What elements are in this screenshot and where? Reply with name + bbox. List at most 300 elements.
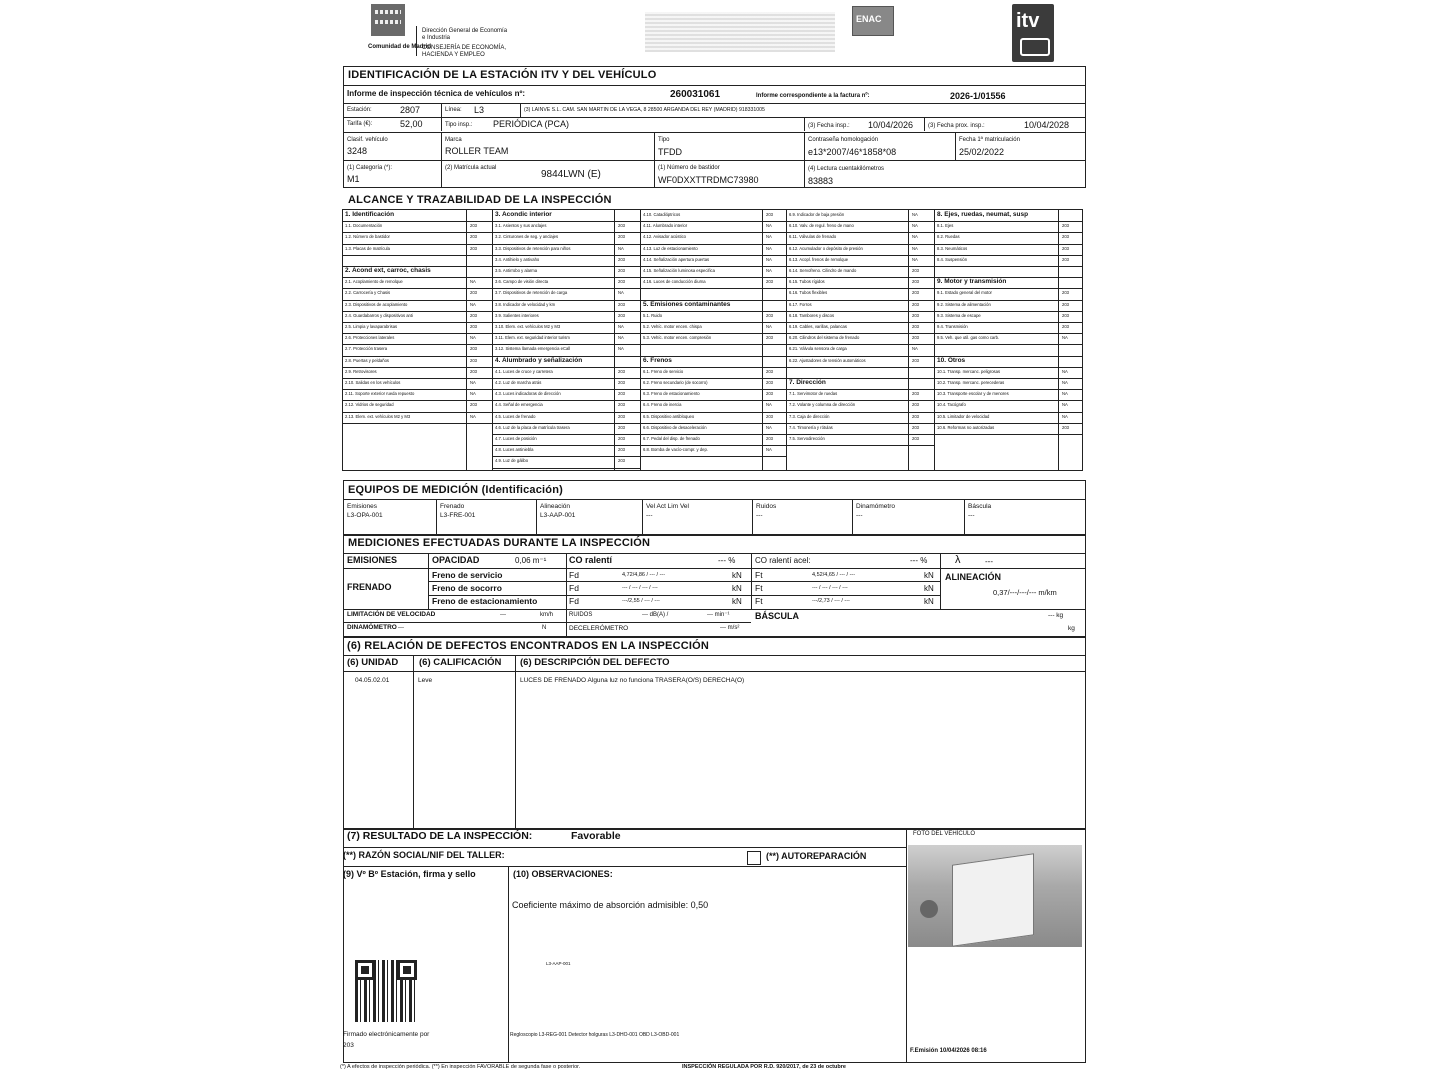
checklist-item-label: 4.14. Señalización apertura puertas (643, 256, 710, 262)
checklist-item-value: 203 (766, 212, 773, 217)
estacion-value: 2807 (400, 105, 421, 115)
checklist-item-label: 10.3. Transporte escolar y de menores (937, 391, 1009, 397)
tipo-insp-value: PERIÓDICA (PCA) (493, 119, 570, 129)
checklist-row-line (492, 266, 640, 267)
checklist-item-value: 203 (1062, 223, 1069, 229)
alineacion-label: ALINEACIÓN (945, 572, 1001, 582)
checklist-item-value: NA (912, 234, 918, 240)
equipo-value: --- (646, 512, 653, 519)
categoria-label: (1) Categoría (*): (347, 165, 393, 171)
checklist-item-value: 203 (912, 312, 919, 318)
checklist-item-value: 203 (618, 436, 625, 441)
checklist-value-divider (762, 209, 763, 471)
checklist-item-label: 4.6. Luz de la placa de matrícula trasera (495, 424, 570, 430)
opacidad-value: 0,06 m⁻¹ (515, 556, 547, 565)
checklist-row-line (786, 288, 934, 289)
checklist-row-line (640, 221, 786, 222)
checklist-row-line (492, 244, 640, 245)
defect-desc: LUCES DE FRENADO Alguna luz no funciona TRASERA(O/S) DERECHA(O) (520, 677, 745, 684)
equipos-divider (852, 499, 853, 535)
vehicle-photo (908, 845, 1082, 947)
checklist-row-line (492, 300, 640, 301)
equipo-value: --- (856, 512, 863, 519)
checklist-item-label: 5.2. Vehíc. motor encen. chispa (643, 324, 702, 329)
bastidor-label: (1) Número de bastidor (658, 165, 720, 171)
checklist-item-label: 3.5. Antirrobo y alarma (495, 268, 538, 273)
checklist-item-label: 2.4. Guardabarros y dispositivos anti (345, 312, 413, 318)
checklist-item-value: 203 (618, 256, 625, 262)
checklist-item-label: 4.10. Catadióptricos (643, 212, 681, 217)
checklist-section-heading: 10. Otros (937, 356, 966, 364)
clasif-value: 3248 (347, 146, 368, 156)
checklist-row-line (640, 322, 786, 323)
checklist-row-line (342, 288, 492, 289)
community-logo (366, 4, 412, 40)
checklist-item-value: NA (766, 256, 772, 262)
checklist-item-value: NA (470, 413, 476, 419)
checklist-item-value: NA (912, 212, 918, 217)
checklist-row-line (492, 333, 640, 334)
checklist-item-value: NA (470, 380, 476, 385)
autorep-label: (**) AUTOREPARACIÓN (766, 851, 867, 861)
lambda-value: --- (985, 557, 993, 566)
kn-ft-3: kN (924, 597, 934, 606)
checklist-row-line (934, 378, 1083, 379)
checklist-item-value: 203 (618, 380, 625, 385)
enac-logo (852, 6, 894, 36)
checklist-item-label: 3.9. Salientes interiores (495, 312, 539, 318)
co-ralenti-value: --- % (718, 556, 736, 565)
checklist-item-label: 2.1. Acoplamiento de remolque (345, 279, 403, 285)
checklist-item-label: 6.3. Freno de estacionamiento (643, 391, 700, 397)
checklist-item-value: 203 (470, 290, 477, 296)
clasif-label: Clasif. vehículo (347, 137, 388, 143)
checklist-row-line (934, 266, 1083, 267)
checklist-value-divider (1058, 209, 1059, 471)
checklist-item-value: 203 (1062, 234, 1069, 240)
kn-fd-3: kN (732, 597, 742, 606)
checklist-item-value: 203 (912, 402, 919, 408)
checklist-row-line (934, 311, 1083, 312)
checklist-row-line (342, 232, 492, 233)
equipos-divider (752, 499, 753, 535)
checklist-item-label: 6.14. Servofreno. Cilindro de mando (789, 268, 857, 273)
obs-sign-mark: L3-AAP-001 (546, 961, 571, 966)
checklist-item-label: 2.13. Elem. ext. vehículos M2 y M3 (345, 413, 411, 419)
equipo-label: Ruidos (756, 503, 777, 510)
checklist-row-line (934, 244, 1083, 245)
checklist-row-line (934, 423, 1083, 424)
tipo-value: TFDD (658, 147, 682, 157)
checklist-item-value: 203 (618, 301, 625, 307)
checklist-section-heading: 1. Identificación (345, 211, 395, 218)
checklist-item-label: 4.13. Luz de estacionamiento (643, 245, 698, 251)
checklist-row-line (786, 277, 934, 278)
col-calif: (6) CALIFICACIÓN (419, 657, 502, 668)
checklist-item-value: 203 (1062, 312, 1069, 318)
checklist-item-label: 4.1. Luces de cruce y carretera (495, 368, 553, 374)
checklist-item-value: NA (1062, 335, 1068, 341)
checklist-item-value: 203 (766, 380, 773, 385)
checklist-item-value: NA (912, 223, 918, 229)
checklist-item-label: 6.15. Tubos rígidos (789, 279, 825, 285)
kn-fd-2: kN (732, 584, 742, 593)
checklist-row-line (786, 232, 934, 233)
checklist-value-divider (908, 209, 909, 471)
checklist-item-label: 4.7. Luces de posición (495, 436, 537, 441)
checklist-item-value: 203 (470, 223, 477, 229)
fd-value-3: ---/2,55 / --- / --- (622, 598, 660, 604)
checklist-item-label: 6.13. Acopl. frenos de remolque (789, 256, 849, 262)
ft-value-2: --- / --- / --- / --- (812, 585, 848, 591)
equipos-divider (964, 499, 965, 535)
checklist-item-label: 10.4. Tacógrafo (937, 402, 966, 408)
linea-value: L3 (474, 105, 485, 115)
checklist-item-label: 4.4. Señal de emergencia (495, 402, 543, 408)
checklist-row-line (342, 333, 492, 334)
checklist-row-line (786, 255, 934, 256)
firmado-id: 203 (343, 1042, 354, 1049)
qr-code[interactable] (355, 960, 417, 1022)
checklist-item-label: 7.1. Servimotor de ruedas (789, 391, 838, 397)
checklist-item-label: 6.11. Válvulas de frenado (789, 234, 837, 240)
checklist-item-value: NA (1062, 380, 1068, 385)
checklist-item-label: 6.1. Freno de servicio (643, 368, 684, 374)
checklist-item-value: NA (470, 301, 476, 307)
fecha-matric-value: 25/02/2022 (959, 147, 1005, 157)
checklist-row-line (786, 266, 934, 267)
checklist-item-value: 203 (912, 357, 919, 363)
checklist-row-line (640, 378, 786, 379)
bascula-label: BÁSCULA (755, 611, 799, 621)
checklist-item-label: 7.5. Servodirección (789, 436, 825, 441)
checklist-item-label: 3.6. Campo de visión directa (495, 279, 549, 285)
categoria-value: M1 (347, 174, 360, 184)
checklist-item-value: NA (1062, 402, 1068, 408)
checklist-item-value: 203 (766, 368, 773, 374)
informe-label: Informe de inspección técnica de vehículos nº: (347, 89, 526, 98)
checklist-item-value: 203 (912, 324, 919, 329)
ruidos-value: --- dB(A) / (642, 612, 669, 618)
checklist-item-label: 3.4. Antihielo y antivaho (495, 256, 540, 262)
taller-label: (**) RAZÓN SOCIAL/NIF DEL TALLER: (343, 850, 505, 860)
itv-text: itv (1016, 10, 1040, 32)
checklist-item-value: NA (470, 335, 476, 341)
footer-left: (*) A efectos de inspección periódica. (**) En inspección FAVORABLE de segunda fase o posterior. (340, 1064, 581, 1070)
checklist-item-label: 9.5. Veh. que util. gas como carb. (937, 335, 1000, 341)
kn-ft-2: kN (924, 584, 934, 593)
checklist-item-value: 203 (470, 234, 477, 240)
checklist-item-label: 6.12. Acumulador o depósito de presión (789, 245, 863, 251)
checklist-row-line (786, 300, 934, 301)
org-line2: e Industria (422, 35, 451, 41)
checklist-item-label: 4.11. Alumbrado interior (643, 223, 688, 229)
checklist-item-value: NA (766, 402, 772, 408)
org-line1: Dirección General de Economía (422, 28, 508, 34)
checklist-item-value: NA (766, 424, 772, 430)
checklist-item-label: 10.5. Limitador de velocidad (937, 413, 990, 419)
checklist-item-value: NA (1062, 368, 1068, 374)
org-name: Comunidad de Madrid (368, 44, 431, 50)
estacion-label: Estación: (347, 107, 372, 113)
checklist-section-heading: 4. Alumbrado y señalización (495, 356, 583, 364)
km-label: (4) Lectura cuentakilómetros (808, 166, 885, 172)
opacidad-label: OPACIDAD (432, 555, 480, 565)
checklist-item-value: NA (766, 268, 772, 273)
org-line4: HACIENDA Y EMPLEO (422, 52, 485, 58)
equipo-value: L3-AAP-001 (540, 512, 576, 519)
checklist-item-value: 203 (618, 447, 625, 453)
checklist-item-value: NA (470, 391, 476, 397)
checklist-row-line (492, 344, 640, 345)
checklist-item-value: NA (766, 324, 772, 329)
checklist-item-value: NA (618, 290, 624, 296)
checklist-item-value: 203 (766, 436, 773, 441)
checklist-row-line (492, 468, 640, 469)
checklist-section-heading: 2. Acond ext, carroc, chasis (345, 267, 431, 274)
kg-unit: kg (1068, 625, 1075, 632)
checklist-item-label: 9.4. Transmisión (937, 324, 968, 329)
checklist-item-value: NA (766, 223, 772, 229)
kn-fd-1: kN (732, 571, 742, 580)
checklist-item-label: 9.2. Sistema de alimentación (937, 301, 991, 307)
linea-label: Línea: (445, 107, 462, 113)
checklist-item-label: 6.22. Ajustadores de tensión automáticos (789, 357, 866, 363)
checklist-item-label: 5.1. Ruido (643, 312, 663, 318)
checklist-row-line (492, 311, 640, 312)
checklist-item-label: 6.10. Valv. de regul. freno de mano (789, 223, 854, 229)
org-line3: CONSEJERÍA DE ECONOMÍA, (422, 45, 507, 51)
decel-label: DECELERÓMETRO (569, 625, 629, 632)
ft-label-2: Ft (755, 583, 763, 593)
checklist-row-line (934, 300, 1083, 301)
co-acel-value: --- % (910, 556, 928, 565)
checklist-col-divider (492, 209, 493, 471)
checklist-item-label: 3.3. Dispositivos de retención para niños (495, 245, 571, 251)
checklist-item-value: 203 (618, 279, 625, 285)
mediciones-title: MEDICIONES EFECTUADAS DURANTE LA INSPECCIÓN (348, 537, 651, 549)
ident-title: IDENTIFICACIÓN DE LA ESTACIÓN ITV Y DEL VEHÍCULO (348, 69, 657, 81)
checklist-item-value: 203 (1062, 245, 1069, 251)
checklist-row-line (342, 378, 492, 379)
kmh-unit: km/h (540, 612, 554, 618)
checklist-item-label: 6.5. Dispositivo antibloqueo (643, 413, 695, 419)
checklist-row-line (640, 456, 786, 457)
freno-servicio: Freno de servicio (432, 570, 503, 580)
checklist-row-line (640, 423, 786, 424)
alcance-title: ALCANCE Y TRAZABILIDAD DE LA INSPECCIÓN (348, 194, 612, 206)
checklist-item-value: NA (1062, 413, 1068, 419)
obs-label: (10) OBSERVACIONES: (513, 869, 613, 879)
checklist-row-line (640, 244, 786, 245)
checklist-item-value: 203 (470, 312, 477, 318)
checklist-row-line (492, 389, 640, 390)
tipo-insp-label: Tipo insp.: (445, 122, 473, 128)
col-desc: (6) DESCRIPCIÓN DEL DEFECTO (520, 657, 670, 668)
checklist-item-value: NA (1062, 391, 1068, 397)
checklist-row-line (786, 367, 934, 368)
checklist-item-label: 8.1. Ejes (937, 223, 954, 229)
checklist-item-value: 203 (618, 223, 625, 229)
checklist-row-line (786, 322, 934, 323)
checklist-row-line (492, 232, 640, 233)
checklist-item-label: 9.3. Sistema de escape (937, 312, 981, 318)
checklist-item-label: 6.16. Tubos flexibles (789, 290, 828, 296)
checklist-row-line (492, 445, 640, 446)
checklist-item-label: 3.1. Asientos y sus anclajes (495, 223, 547, 229)
stamp-blur (645, 12, 835, 52)
checklist-section-heading: 6. Frenos (643, 356, 672, 364)
checklist-row-line (492, 400, 640, 401)
equipos-divider (642, 499, 643, 535)
dinamometro-value: --- (398, 625, 404, 631)
factura-value: 2026-1/01556 (950, 91, 1006, 101)
autoreparacion-checkbox[interactable] (747, 851, 761, 865)
checklist-row-line (640, 445, 786, 446)
checklist-item-label: 2.2. Carrocería y Chasis (345, 290, 391, 296)
checklist-row-line (934, 412, 1083, 413)
checklist-item-value: 203 (618, 368, 625, 374)
checklist-item-label: 4.9. Luz de gálibo (495, 458, 529, 464)
checklist-section-heading: 9. Motor y transmisión (937, 278, 1007, 286)
checklist-item-value: NA (618, 324, 624, 329)
checklist-item-value: 203 (766, 391, 773, 397)
checklist-item-value: 203 (618, 268, 625, 273)
checklist-row-line (934, 232, 1083, 233)
equipo-value: L3-OPA-001 (347, 512, 383, 519)
checklist-item-label: 5.3. Vehíc. motor encen. compresión (643, 335, 712, 341)
checklist-item-value: 203 (470, 357, 477, 363)
n-unit: N (542, 625, 547, 631)
marca-label: Marca (445, 137, 462, 143)
checklist-row-line (934, 344, 1083, 345)
vb-label: (9) Vº Bº Estación, firma y sello (343, 869, 476, 879)
checklist-row-line (640, 389, 786, 390)
checklist-row-line (342, 300, 492, 301)
equipo-label: Vel Act Lim Vel (646, 503, 689, 510)
checklist-row-line (934, 322, 1083, 323)
checklist-item-value: 203 (1062, 301, 1069, 307)
checklist-item-value: 203 (470, 402, 477, 408)
itv-logo (1012, 4, 1054, 62)
checklist-item-value: 203 (912, 268, 919, 273)
checklist-item-label: 8.3. Neumáticos (937, 245, 968, 251)
checklist-item-value: 203 (1062, 424, 1069, 430)
checklist-row-line (492, 412, 640, 413)
checklist-item-value: 203 (618, 234, 625, 240)
checklist-row-line (934, 221, 1083, 222)
decel-value: --- m/s² (720, 625, 740, 631)
tarifa-label: Tarifa (€): (347, 121, 373, 127)
equipo-label: Alineación (540, 503, 570, 510)
checklist-row-line (640, 434, 786, 435)
checklist-row-line (934, 288, 1083, 289)
checklist-row-line (934, 333, 1083, 334)
defect-unidad: 04.05.02.01 (355, 677, 390, 684)
checklist-section-heading: 3. Acondic interior (495, 211, 552, 218)
lambda-label: λ (955, 554, 961, 566)
checklist-item-label: 7.3. Caja de dirección (789, 413, 830, 419)
checklist-item-label: 6.19. Cables, varillas, palancas (789, 324, 847, 329)
tarifa-value: 52,00 (400, 119, 423, 129)
checklist-row-line (492, 456, 640, 457)
limitacion-label: LIMITACIÓN DE VELOCIDAD (347, 611, 436, 618)
freno-estac: Freno de estacionamiento (432, 596, 538, 606)
checklist-item-label: 4.16. Luces de conducción diurna (643, 279, 706, 285)
checklist-row-line (492, 255, 640, 256)
checklist-row-line (342, 277, 492, 278)
checklist-item-label: 7.2. Volante y columna de dirección (789, 402, 856, 408)
checklist-section-heading: 8. Ejes, ruedas, neumat, susp (937, 211, 1029, 218)
fecha-prox-label: (3) Fecha prox. insp.: (928, 123, 985, 129)
checklist-row-line (640, 400, 786, 401)
fecha-insp-label: (3) Fecha insp.: (808, 123, 850, 129)
checklist-row-line (640, 255, 786, 256)
checklist-row-line (934, 434, 1083, 435)
checklist-row-line (342, 221, 492, 222)
checklist-row-line (786, 400, 934, 401)
checklist-item-value: 203 (912, 301, 919, 307)
checklist-row-line (492, 221, 640, 222)
fecha-insp-value: 10/04/2026 (868, 120, 914, 130)
checklist-row-line (342, 367, 492, 368)
checklist-item-value: NA (766, 245, 772, 251)
checklist-item-label: 4.8. Luces antiniebla (495, 447, 534, 453)
checklist-item-value: NA (912, 346, 918, 352)
checklist-row-line (342, 412, 492, 413)
checklist-item-value: 203 (912, 279, 919, 285)
checklist-row-line (786, 423, 934, 424)
checklist-item-value: NA (618, 346, 624, 352)
fd-value-2: --- / --- / --- / --- (622, 585, 658, 591)
checklist-item-label: 6.8. Bomba de vacío-compr. y dep. (643, 447, 708, 453)
defectos-title: (6) RELACIÓN DE DEFECTOS ENCONTRADOS EN LA INSPECCIÓN (347, 640, 710, 652)
checklist-item-value: 203 (618, 458, 625, 464)
fd-label-3: Fd (569, 596, 579, 606)
checklist-row-line (342, 389, 492, 390)
km-value: 83883 (808, 176, 834, 186)
checklist-item-value: NA (470, 279, 476, 285)
checklist-item-label: 6.20. Cilindros del sistema de frenado (789, 335, 860, 341)
equipo-value: --- (968, 512, 975, 519)
checklist-item-value: 203 (1062, 290, 1069, 296)
checklist-item-label: 6.6. Dispositivo de desaceleración (643, 424, 707, 430)
checklist-item-label: 4.3. Luces indicadoras de dirección (495, 391, 561, 397)
co-acel-label: CO ralentí acel: (755, 556, 811, 565)
resultado-label: (7) RESULTADO DE LA INSPECCIÓN: (347, 830, 533, 842)
checklist-col-divider (640, 209, 641, 471)
equipos-divider (536, 499, 537, 535)
checklist-row-line (786, 244, 934, 245)
defect-calif: Leve (418, 677, 433, 684)
factura-label: Informe correspondiente a la factura nº: (756, 93, 870, 99)
checklist-row-line (786, 445, 934, 446)
checklist-item-label: 3.10. Elem. ext. vehículos M2 y M3 (495, 324, 561, 329)
checklist-item-label: 6.7. Pedal del disp. de frenado (643, 436, 700, 441)
ft-value-3: ---/2,73 / --- / --- (812, 598, 850, 604)
equipo-value: --- (756, 512, 763, 519)
checklist-item-value: NA (766, 447, 772, 453)
checklist-item-label: 4.2. Luz de marcha atrás (495, 380, 542, 385)
checklist-item-value: 203 (912, 391, 919, 397)
checklist-item-value: NA (912, 245, 918, 251)
sign-shape (920, 900, 938, 918)
obs-text: Coeficiente máximo de absorción admisible: 0,50 (512, 900, 709, 910)
checklist-col-divider (934, 209, 935, 471)
checklist-item-label: 10.1. Transp. mercanc. peligrosas (937, 368, 1001, 374)
vehicle-shape (952, 853, 1034, 947)
checklist-row-line (492, 423, 640, 424)
